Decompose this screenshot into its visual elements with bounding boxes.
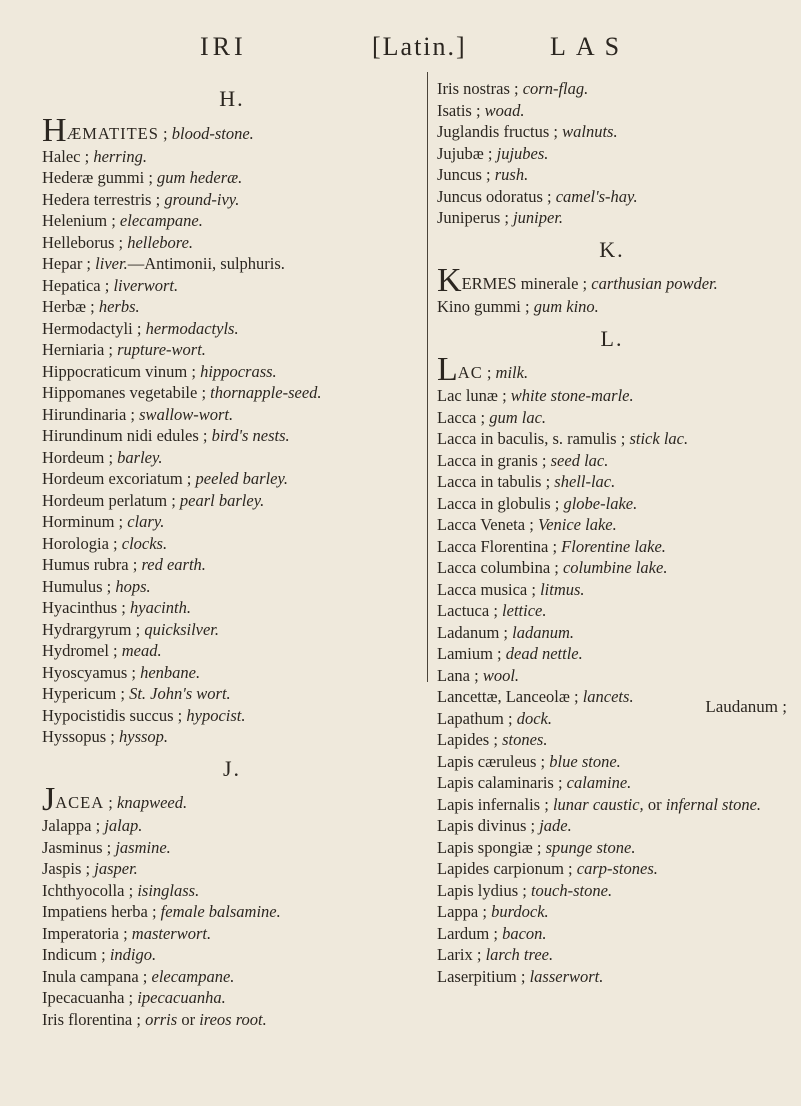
entry-english: seed lac. xyxy=(550,450,609,470)
entry-latin: Hermodactyli ; xyxy=(42,318,142,338)
dictionary-entry xyxy=(42,511,422,533)
entry-english: lancets. xyxy=(582,687,634,706)
entry-english: liverwort. xyxy=(113,275,179,295)
dictionary-entry xyxy=(437,493,787,515)
dictionary-entry xyxy=(437,923,787,945)
entry-latin: Hirundinaria ; xyxy=(42,404,136,424)
dictionary-entry xyxy=(437,78,787,100)
entry-english: shell-lac. xyxy=(554,472,616,491)
section-heading-k: K. xyxy=(599,236,625,262)
entry-english: ipecacuanha. xyxy=(137,988,226,1007)
entry-latin: Lacca in globulis ; xyxy=(437,493,560,513)
entry-english: litmus. xyxy=(540,579,585,599)
catchword xyxy=(705,697,787,717)
entry-latin: Juniperus ; xyxy=(437,208,509,227)
entry-latin: Laserpitium ; xyxy=(437,966,526,986)
dictionary-entry xyxy=(437,751,787,773)
entry-english: bacon. xyxy=(502,923,547,943)
entry-latin: Hippocraticum vinum ; xyxy=(42,361,196,381)
entry-english: bird's nests. xyxy=(211,426,290,445)
dictionary-entry xyxy=(42,425,422,447)
entry-english: stones. xyxy=(502,730,548,749)
first-entry-j xyxy=(42,781,422,818)
entry-english: hermodactyls. xyxy=(145,318,239,338)
entry-english: gum lac. xyxy=(489,407,547,427)
entry-latin: Impatiens herba ; xyxy=(42,902,157,921)
entry-english: orris xyxy=(145,1009,178,1029)
dictionary-entry xyxy=(42,640,422,662)
entry-english-alt: infernal stone. xyxy=(665,794,762,814)
dictionary-entry xyxy=(437,471,787,493)
drop-initial: L xyxy=(437,351,458,388)
entry-latin: Herbæ ; xyxy=(42,297,95,316)
dictionary-entry xyxy=(437,600,787,622)
entry-english: globe-lake. xyxy=(563,493,638,513)
dictionary-entry xyxy=(42,468,422,490)
entry-latin: Lapis divinus ; xyxy=(437,816,536,835)
dictionary-entry xyxy=(42,858,422,880)
entry-latin: Iris florentina ; xyxy=(42,1009,141,1029)
entry-english: hyssop. xyxy=(119,727,169,746)
dictionary-entry xyxy=(42,837,422,859)
entry-latin: Imperatoria ; xyxy=(42,923,128,943)
entry-latin: Lapides ; xyxy=(437,730,498,749)
entry-latin: Ladanum ; xyxy=(437,622,509,642)
entry-english: lettice. xyxy=(502,601,547,620)
dictionary-entry xyxy=(437,207,787,229)
entry-english: blood-stone. xyxy=(171,123,254,143)
entry-latin: Hyacinthus ; xyxy=(42,598,126,617)
entry-latin: Lacca ; xyxy=(437,407,486,427)
entry-english: blue stone. xyxy=(549,751,621,771)
dictionary-entry xyxy=(437,772,787,794)
dictionary-entry xyxy=(42,705,422,727)
entry-english: isinglass. xyxy=(137,880,200,900)
entry-latin: Lacca musica ; xyxy=(437,579,536,599)
entry-latin: Humulus ; xyxy=(42,576,112,596)
entry-latin: Jaspis ; xyxy=(42,859,91,878)
entry-separator: ; xyxy=(108,793,113,812)
catchword-text: Laudanum ; xyxy=(705,697,787,716)
dictionary-entry xyxy=(437,186,787,208)
entry-latin: Jujubæ ; xyxy=(437,143,493,163)
entry-latin: Hyssopus ; xyxy=(42,727,115,746)
dictionary-entry xyxy=(42,662,422,684)
entries-i xyxy=(437,78,787,229)
entry-latin: Helleborus ; xyxy=(42,232,124,252)
entry-latin: Hordeum ; xyxy=(42,447,114,467)
entry-english: rupture-wort. xyxy=(117,340,206,359)
entry-latin: Hordeum perlatum ; xyxy=(42,490,176,510)
entry-english: columbine lake. xyxy=(562,558,668,577)
entry-latin: Ichthyocolla ; xyxy=(42,880,134,900)
entry-latin: Lacca Veneta ; xyxy=(437,515,534,534)
dictionary-entry xyxy=(437,385,787,407)
dictionary-entry xyxy=(42,361,422,383)
entry-english: gum kino. xyxy=(533,297,599,316)
entry-english: white stone-marle. xyxy=(510,386,634,405)
entry-english: female balsamine. xyxy=(160,902,281,921)
entry-english: pearl barley. xyxy=(179,490,265,510)
running-head-left: IRI xyxy=(200,32,247,61)
entry-latin: Helenium ; xyxy=(42,211,116,230)
entry-latin: AC xyxy=(457,363,483,382)
entry-latin: Indicum ; xyxy=(42,945,106,964)
dictionary-entry xyxy=(437,100,787,122)
dictionary-entry xyxy=(42,339,422,361)
entry-english: touch-stone. xyxy=(530,880,613,900)
entry-english: milk. xyxy=(495,363,529,382)
dictionary-entry xyxy=(437,729,787,751)
entry-latin: ÆMATITES xyxy=(66,123,159,143)
entry-latin: Lacca in granis ; xyxy=(437,450,547,470)
entry-latin: Hedera terrestris ; xyxy=(42,189,161,209)
dictionary-entry xyxy=(42,382,422,404)
dictionary-entry xyxy=(437,143,787,165)
entry-english: hops. xyxy=(115,576,151,596)
dictionary-entry xyxy=(437,407,787,429)
entry-english: walnuts. xyxy=(562,122,618,141)
left-column xyxy=(42,78,422,1030)
dictionary-entry xyxy=(437,514,787,536)
dictionary-entry xyxy=(437,944,787,966)
entry-english: wool. xyxy=(482,665,520,685)
entry-latin: Hepar ; xyxy=(42,254,92,273)
entry-english: rush. xyxy=(494,165,529,184)
entry-english: mead. xyxy=(121,641,162,660)
entry-latin: Jasminus ; xyxy=(42,837,112,857)
entry-english: clocks. xyxy=(121,533,168,553)
entry-latin: Lamium ; xyxy=(437,644,502,663)
entry-latin: Iris nostras ; xyxy=(437,79,519,98)
dictionary-entry xyxy=(42,447,422,469)
entry-latin: Juglandis fructus ; xyxy=(437,122,558,141)
entries-j xyxy=(42,815,422,1030)
entry-english: stick lac. xyxy=(629,429,689,448)
dictionary-entry xyxy=(437,579,787,601)
entry-latin: Lappa ; xyxy=(437,902,487,921)
entry-latin: Lacca Florentina ; xyxy=(437,536,558,556)
dictionary-entry xyxy=(437,164,787,186)
dictionary-entry xyxy=(42,966,422,988)
entry-english: masterwort. xyxy=(131,923,212,943)
entry-latin: Lactuca ; xyxy=(437,601,498,620)
dictionary-entry xyxy=(437,450,787,472)
dictionary-entry xyxy=(437,296,787,318)
entry-english: hippocrass. xyxy=(200,361,277,381)
dictionary-entry xyxy=(42,533,422,555)
first-entry-l xyxy=(437,351,787,388)
entry-english: swallow-wort. xyxy=(139,404,234,424)
entry-separator: ; xyxy=(163,123,168,143)
dictionary-entry xyxy=(42,554,422,576)
entry-english: woad. xyxy=(484,100,525,120)
dictionary-entry xyxy=(42,576,422,598)
entry-english: hyacinth. xyxy=(130,598,191,617)
entry-latin: Hordeum excoriatum ; xyxy=(42,469,192,488)
entries-k xyxy=(437,296,787,318)
entry-latin: Hyoscyamus ; xyxy=(42,662,136,682)
entry-english: camel's-hay. xyxy=(555,186,638,206)
dictionary-entry xyxy=(42,232,422,254)
dictionary-entry xyxy=(42,296,422,318)
entry-latin: Lapis lydius ; xyxy=(437,880,527,900)
entry-latin: Lapis infernalis ; xyxy=(437,794,549,814)
dictionary-entry xyxy=(437,837,787,859)
entry-latin: Kino gummi ; xyxy=(437,297,530,316)
entry-latin: Inula campana ; xyxy=(42,966,148,986)
entry-separator: ; xyxy=(486,363,492,382)
entry-latin: Lana ; xyxy=(437,665,479,685)
entry-english: lunar caustic, xyxy=(552,794,644,814)
entry-latin: Hippomanes vegetabile ; xyxy=(42,383,207,402)
entry-latin: Lardum ; xyxy=(437,923,498,943)
dictionary-entry xyxy=(42,318,422,340)
entry-latin: Hypocistidis succus ; xyxy=(42,705,183,725)
entry-latin: Lapides carpionum ; xyxy=(437,859,573,878)
dictionary-entry xyxy=(42,619,422,641)
entry-english: quicksilver. xyxy=(144,619,220,639)
entry-note: —Antimonii, sulphuris. xyxy=(127,254,285,273)
dictionary-entry xyxy=(42,987,422,1009)
entry-english: corn-flag. xyxy=(522,79,589,98)
dictionary-entry xyxy=(437,536,787,558)
entry-latin: Lacca in tabulis ; xyxy=(437,472,551,491)
entry-latin: Horminum ; xyxy=(42,512,124,531)
entry-latin: Hederæ gummi ; xyxy=(42,168,153,187)
entry-english: larch tree. xyxy=(485,945,554,964)
drop-initial: J xyxy=(42,781,56,818)
dictionary-entry xyxy=(42,901,422,923)
section-heading-l: L. xyxy=(600,325,624,351)
entry-english: jasmine. xyxy=(115,837,171,857)
dictionary-entry xyxy=(437,428,787,450)
section-heading-j: J. xyxy=(222,755,242,781)
entry-english: jujubes. xyxy=(496,143,549,163)
entry-latin: Halec ; xyxy=(42,146,90,166)
entry-english: lasserwort. xyxy=(529,966,604,986)
dictionary-entry xyxy=(437,622,787,644)
dictionary-entry xyxy=(437,665,787,687)
entry-english: carp-stones. xyxy=(576,859,658,878)
entry-latin: Humus rubra ; xyxy=(42,555,138,574)
entry-latin: Hydromel ; xyxy=(42,641,118,660)
dictionary-entry xyxy=(42,275,422,297)
dictionary-entry xyxy=(42,726,422,748)
entry-english-alt: ireos root. xyxy=(199,1009,267,1029)
entry-latin: Hypericum ; xyxy=(42,684,125,703)
entry-english: thornapple-seed. xyxy=(210,383,322,402)
entry-english: Venice lake. xyxy=(537,515,617,534)
dictionary-entry xyxy=(42,944,422,966)
dictionary-entry xyxy=(42,880,422,902)
dictionary-entry xyxy=(42,1009,422,1031)
running-head-center: [Latin.] xyxy=(372,32,467,61)
entry-english: elecampane. xyxy=(119,211,203,230)
dictionary-entry xyxy=(42,167,422,189)
entry-note: or xyxy=(643,794,666,814)
entry-english: elecampane. xyxy=(151,966,235,986)
entry-latin: Larix ; xyxy=(437,945,482,964)
dictionary-entry xyxy=(437,121,787,143)
entry-latin: Juncus odoratus ; xyxy=(437,186,552,206)
entry-latin: Juncus ; xyxy=(437,165,491,184)
dictionary-entry xyxy=(42,490,422,512)
entry-english: spunge stone. xyxy=(545,837,636,857)
first-entry-k xyxy=(437,262,787,299)
entry-latin: Lapis spongiæ ; xyxy=(437,837,542,857)
entry-latin: Lapis cæruleus ; xyxy=(437,751,546,771)
entry-separator: minerale ; xyxy=(520,274,588,293)
entry-english: herring. xyxy=(93,146,147,166)
entry-english: Florentine lake. xyxy=(561,536,666,556)
entry-english: jasper. xyxy=(94,859,138,878)
entry-english: ground-ivy. xyxy=(164,189,240,209)
entry-english: dead nettle. xyxy=(505,644,583,663)
dictionary-entry xyxy=(42,146,422,168)
entry-latin: Lancettæ, Lanceolæ ; xyxy=(437,687,579,706)
entry-english: juniper. xyxy=(513,208,564,227)
entry-latin: Isatis ; xyxy=(437,100,481,120)
running-head xyxy=(0,32,801,72)
running-head-right: LAS xyxy=(550,32,630,61)
entry-latin: Jalappa ; xyxy=(42,816,101,835)
column-divider xyxy=(427,72,428,682)
entry-english: barley. xyxy=(117,447,163,467)
entry-english: jade. xyxy=(539,816,572,835)
entry-english: calamine. xyxy=(566,773,632,792)
entry-english: herbs. xyxy=(98,297,140,316)
entries-l xyxy=(437,385,787,987)
dictionary-entry xyxy=(437,966,787,988)
entry-english: dock. xyxy=(516,708,553,728)
entry-english: hypocist. xyxy=(186,705,246,725)
dictionary-entry xyxy=(42,923,422,945)
entry-latin: Herniaria ; xyxy=(42,340,114,359)
entry-latin: Hepatica ; xyxy=(42,275,110,295)
entry-english: liver. xyxy=(95,254,128,273)
entry-english: hellebore. xyxy=(127,232,194,252)
dictionary-entry xyxy=(42,597,422,619)
entry-latin: Lac lunæ ; xyxy=(437,386,507,405)
entry-english: St. John's wort. xyxy=(129,684,231,703)
entry-latin: Lapathum ; xyxy=(437,708,513,728)
entry-latin: Horologia ; xyxy=(42,533,118,553)
entry-english: ladanum. xyxy=(512,622,575,642)
entry-latin: Hydrargyrum ; xyxy=(42,619,141,639)
section-heading-h: H. xyxy=(219,86,245,111)
entry-english: red earth. xyxy=(141,555,206,574)
dictionary-entry xyxy=(42,189,422,211)
dictionary-entry xyxy=(437,901,787,923)
entry-latin: Lacca columbina ; xyxy=(437,558,559,577)
dictionary-entry xyxy=(437,815,787,837)
dictionary-entry xyxy=(42,210,422,232)
dictionary-entry xyxy=(42,683,422,705)
entry-english: carthusian powder. xyxy=(591,274,718,293)
entry-note: or xyxy=(177,1009,200,1029)
entry-latin: Lapis calaminaris ; xyxy=(437,773,563,792)
entry-english: henbane. xyxy=(140,662,201,682)
entry-latin: Ipecacuanha ; xyxy=(42,988,134,1007)
entry-english: gum hederæ. xyxy=(157,168,243,187)
dictionary-entry xyxy=(42,815,422,837)
drop-initial: H xyxy=(42,111,67,149)
right-column xyxy=(437,78,787,987)
dictionary-entry xyxy=(42,253,422,275)
entry-english: knapweed. xyxy=(117,793,188,812)
dictionary-entry xyxy=(437,858,787,880)
dictionary-entry xyxy=(437,643,787,665)
entry-english: clary. xyxy=(127,512,165,531)
dictionary-entry xyxy=(42,404,422,426)
entry-english: burdock. xyxy=(491,902,549,921)
entry-latin: ACEA xyxy=(55,793,105,812)
entry-english: indigo. xyxy=(109,945,157,964)
dictionary-entry xyxy=(437,880,787,902)
first-entry-h xyxy=(42,111,422,149)
entry-english: jalap. xyxy=(104,816,143,835)
dictionary-entry xyxy=(437,794,787,816)
dictionary-entry xyxy=(437,557,787,579)
entry-english: peeled barley. xyxy=(195,469,289,488)
drop-initial: K xyxy=(437,262,462,299)
entry-latin: ERMES xyxy=(461,274,517,293)
entry-latin: Hirundinum nidi edules ; xyxy=(42,426,208,445)
entries-h xyxy=(42,146,422,748)
entry-latin: Lacca in baculis, s. ramulis ; xyxy=(437,429,626,448)
